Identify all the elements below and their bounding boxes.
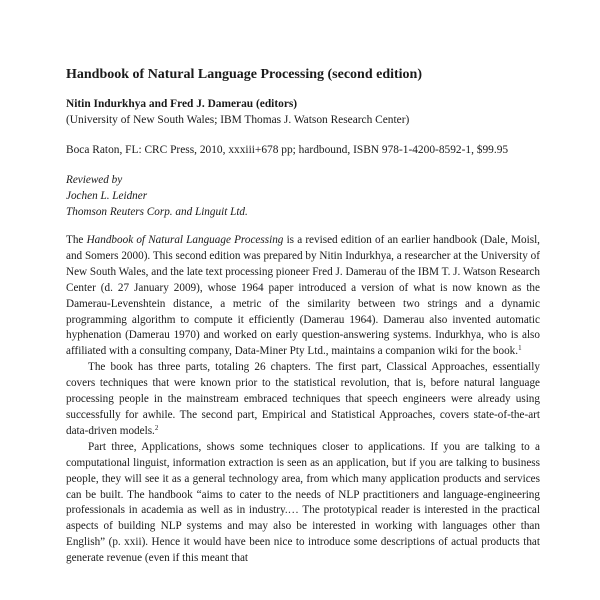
reviewer-organization: Thomson Reuters Corp. and Linguit Ltd.: [66, 206, 248, 218]
book-authors-block: [66, 96, 540, 128]
paragraph-1-lead: The: [66, 234, 87, 246]
reviewed-by-label: Reviewed by: [66, 174, 123, 186]
reviewer-name: Jochen L. Leidner: [66, 190, 148, 202]
paragraph-3-text: Part three, Applications, shows some techniques closer to applications. If you are talking to a computational linguist, information extraction is seen as an application, but if you are talking to business people, they will see it as a general technology area, from which many application products and services can be built. The handbook “aims to cater to the needs of NLP practitioners and language-engineering professionals in academia as well as in industry.… The prototypical reader is interested in the practical aspects of building NLP systems and may also be interested in working with languages other than English” (p. xxii). Hence it would have been nice to introduce some descriptions of actual products that generate revenue (even if this meant that: [66, 440, 540, 565]
paragraph-1: [66, 233, 540, 360]
book-editors: Nitin Indurkhya and Fred J. Damerau (editors): [66, 98, 298, 110]
review-page: [66, 66, 540, 567]
book-title: Handbook of Natural Language Processing (second edition): [66, 67, 422, 82]
footnote-marker-2[interactable]: 2: [154, 423, 159, 432]
review-body: [66, 233, 540, 567]
footnote-marker-1[interactable]: 1: [518, 344, 522, 353]
editor-affiliations: (University of New South Wales; IBM Thomas J. Watson Research Center): [66, 114, 410, 126]
paragraph-1-text: is a revised edition of an earlier handbook (Dale, Moisl, and Somers 2000). This second edition was prepared by Nitin Indurkhya, a researcher at the University of New South Wales, and the late text processing pioneer Fred J. Damerau of the IBM T. J. Watson Research Center (d. 27 January 2009), whose 1964 paper introduced a version of what is now known as the Damerau-Levenshtein distance, a metric of the similarity between two strings and a dynamic programming algorithm to compute it efficiently (Damerau 1964). Damerau also invented automatic hyphenation (Damerau 1970) and worked on early question-answering systems. Indurkhya, who is also affiliated with a consulting company, Data-Miner Pty Ltd., maintains a companion wiki for the book.: [66, 234, 540, 358]
paragraph-3: [66, 440, 540, 567]
publication-details: Boca Raton, FL: CRC Press, 2010, xxxiii+678 pp; hardbound, ISBN 978-1-4200-8592-1, $99.95: [66, 144, 509, 156]
book-title-italic: Handbook of Natural Language Processing: [86, 234, 284, 246]
paragraph-2-text: The book has three parts, totaling 26 chapters. The first part, Classical Approaches, essentially covers techniques that were known prior to the statistical revolution, that is, before natural language processing people in the mainstream embraced techniques that speech engineers were already using successfully for awhile. The second part, Empirical and Statistical Approaches, covers state-of-the-art data-driven models.: [66, 361, 540, 437]
reviewer-block: [66, 172, 540, 220]
paragraph-2: [66, 360, 540, 440]
